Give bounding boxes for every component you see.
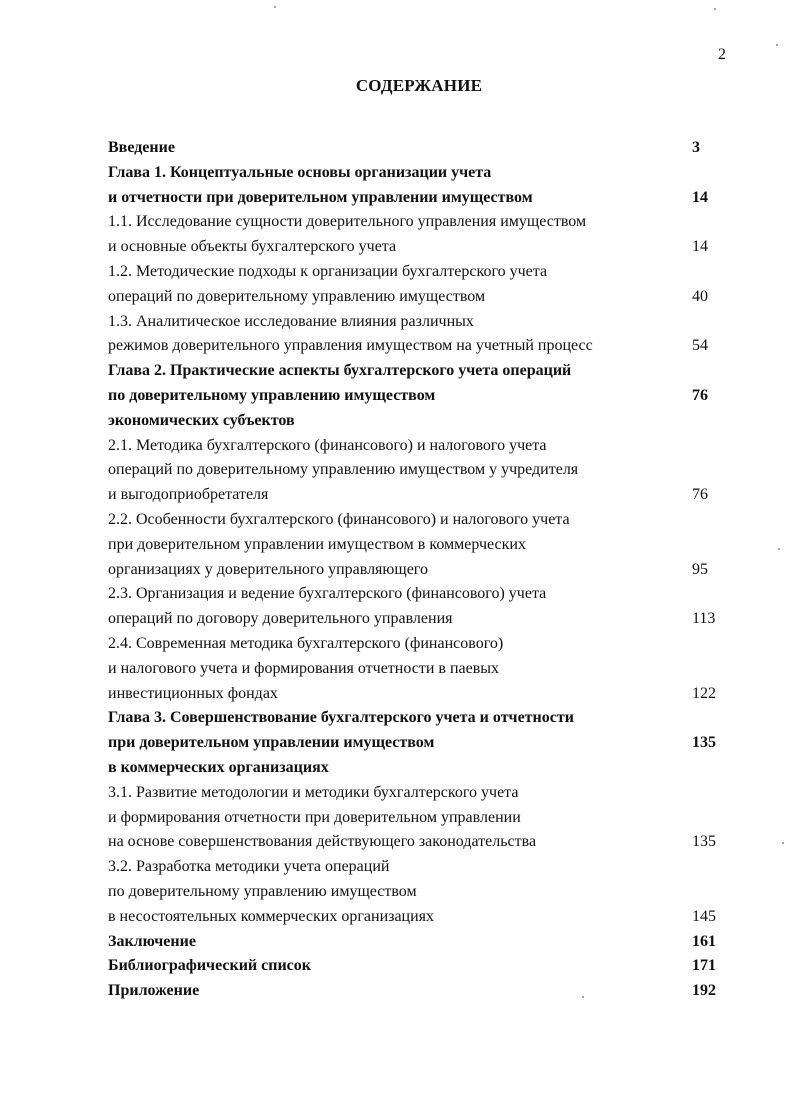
toc-entry-text: операций по договору доверительного управления (108, 610, 453, 628)
toc-line (108, 434, 720, 459)
toc-entry (108, 310, 720, 360)
toc-line (108, 930, 720, 955)
toc-entry (108, 210, 720, 260)
toc-entry-text: Приложение (108, 982, 200, 1000)
toc-line (108, 260, 720, 285)
toc-entry (108, 954, 720, 979)
toc-entry-text: операций по доверительному управлению имуществом (108, 287, 486, 305)
toc-entry-text: при доверительном управлении имуществом в коммерческих (108, 535, 526, 553)
toc-entry (108, 260, 720, 310)
toc-line (108, 632, 720, 657)
toc-line (108, 806, 720, 831)
toc-entry-text: и формирования отчетности при доверительном управлении (108, 808, 521, 826)
toc-entry-text: Введение (108, 139, 175, 156)
toc-entry-text: по доверительному управлению имуществом (108, 882, 417, 900)
page-number: 2 (718, 46, 726, 63)
toc-entry-text: на основе совершенствования действующего законодательства (108, 833, 537, 851)
scan-speck (776, 44, 778, 46)
toc-entry (108, 136, 720, 161)
toc-entry-text: 1.3. Аналитическое исследование влияния различных (108, 312, 474, 330)
toc-entry-text: экономических субъектов (108, 411, 295, 429)
toc-line (108, 186, 720, 211)
toc-line (108, 706, 720, 731)
scan-speck (582, 996, 584, 998)
toc-entry-text: 1.2. Методические подходы к организации бухгалтерского учета (108, 262, 548, 280)
toc-entry-text: Глава 3. Совершенствование бухгалтерского учета и отчетности (108, 709, 574, 727)
toc-line (108, 979, 720, 1004)
toc-page-number: 161 (692, 932, 716, 950)
toc-entry-text: 2.3. Организация и ведение бухгалтерского (финансового) учета (108, 585, 547, 603)
toc-entry-text: 3.2. Разработка методики учета операций (108, 858, 390, 876)
toc-entry (108, 359, 720, 433)
toc-page-number: 135 (692, 833, 716, 851)
scan-speck (714, 8, 716, 10)
toc-line (108, 607, 720, 632)
toc-entry-text: и основные объекты бухгалтерского учета (108, 238, 397, 256)
toc-entry (108, 582, 720, 632)
toc-entry-text: Библиографический список (108, 957, 311, 975)
toc-entry-text: Заключение (108, 932, 196, 950)
toc-entry (108, 508, 720, 582)
toc-entry (108, 855, 720, 929)
toc-page-number: 14 (692, 238, 708, 256)
toc-line (108, 334, 720, 359)
toc-entry-text: 2.4. Современная методика бухгалтерского (финансового) (108, 634, 504, 652)
toc-line (108, 533, 720, 558)
toc-line (108, 756, 720, 781)
toc-line (108, 409, 720, 434)
toc-line (108, 384, 720, 409)
toc-line (108, 582, 720, 607)
toc-page-number: 14 (692, 188, 708, 206)
toc-line (108, 880, 720, 905)
toc-entry (108, 434, 720, 508)
toc-page-number: 122 (692, 684, 716, 702)
toc-line (108, 731, 720, 756)
toc-entry-text: инвестиционных фондах (108, 684, 278, 702)
toc-entry-text: 2.1. Методика бухгалтерского (финансового) и налогового учета (108, 436, 547, 454)
toc-entry-text: операций по доверительному управлению имуществом у учредителя (108, 461, 579, 479)
toc-line (108, 657, 720, 682)
toc-entry-text: и выгодоприобретателя (108, 486, 269, 504)
toc-page-number: 76 (692, 386, 708, 404)
page-title: СОДЕРЖАНИЕ (355, 76, 483, 95)
toc-entry-text: в коммерческих организациях (108, 758, 329, 776)
toc-entry (108, 781, 720, 855)
toc-page-number: 95 (692, 560, 708, 578)
toc-page-number: 192 (692, 982, 716, 1000)
toc-page-number: 135 (692, 734, 716, 752)
table-of-contents (108, 136, 720, 1004)
toc-line (108, 483, 720, 508)
toc-line (108, 359, 720, 384)
toc-entry-text: Глава 2. Практические аспекты бухгалтерского учета операций (108, 362, 572, 380)
toc-page-number: 40 (692, 287, 708, 305)
toc-entry-text: Глава 1. Концептуальные основы организации учета (108, 163, 492, 181)
toc-entry-text: 1.1. Исследование сущности доверительного управления имуществом (108, 213, 587, 231)
toc-entry-text: организациях у доверительного управляющего (108, 560, 428, 578)
toc-entry (108, 706, 720, 780)
toc-line (108, 285, 720, 310)
toc-line (108, 954, 720, 979)
toc-entry (108, 979, 720, 1004)
toc-entry (108, 161, 720, 211)
toc-entry-text: и отчетности при доверительном управлении имуществом (108, 188, 533, 206)
toc-line (108, 310, 720, 335)
toc-line (108, 855, 720, 880)
toc-entry-text: по доверительному управлению имуществом (108, 386, 436, 404)
toc-line (108, 905, 720, 930)
toc-line (108, 210, 720, 235)
toc-page-number: 3 (692, 139, 700, 156)
toc-entry (108, 632, 720, 706)
toc-line (108, 682, 720, 707)
toc-page-number: 171 (692, 957, 716, 975)
toc-entry-text: режимов доверительного управления имуществом на учетный процесс (108, 337, 593, 355)
toc-page-number: 113 (692, 610, 716, 628)
toc-entry-text: 3.1. Развитие методологии и методики бухгалтерского учета (108, 783, 519, 801)
toc-entry (108, 930, 720, 955)
scan-speck (778, 548, 780, 550)
toc-line (108, 781, 720, 806)
toc-entry-text: и налогового учета и формирования отчетности в паевых (108, 659, 500, 677)
toc-page-number: 54 (692, 337, 708, 355)
toc-line (108, 458, 720, 483)
toc-page-number: 76 (692, 486, 708, 504)
toc-line (108, 136, 720, 161)
toc-line (108, 558, 720, 583)
scan-speck (782, 842, 784, 844)
toc-line (108, 235, 720, 260)
toc-entry-text: в несостоятельных коммерческих организациях (108, 907, 435, 925)
toc-page-number: 145 (692, 907, 716, 925)
toc-line (108, 161, 720, 186)
toc-entry-text: 2.2. Особенности бухгалтерского (финансового) и налогового учета (108, 510, 570, 528)
toc-entry-text: при доверительном управлении имуществом (108, 734, 435, 752)
toc-line (108, 508, 720, 533)
toc-line (108, 830, 720, 855)
scan-speck (274, 6, 276, 8)
